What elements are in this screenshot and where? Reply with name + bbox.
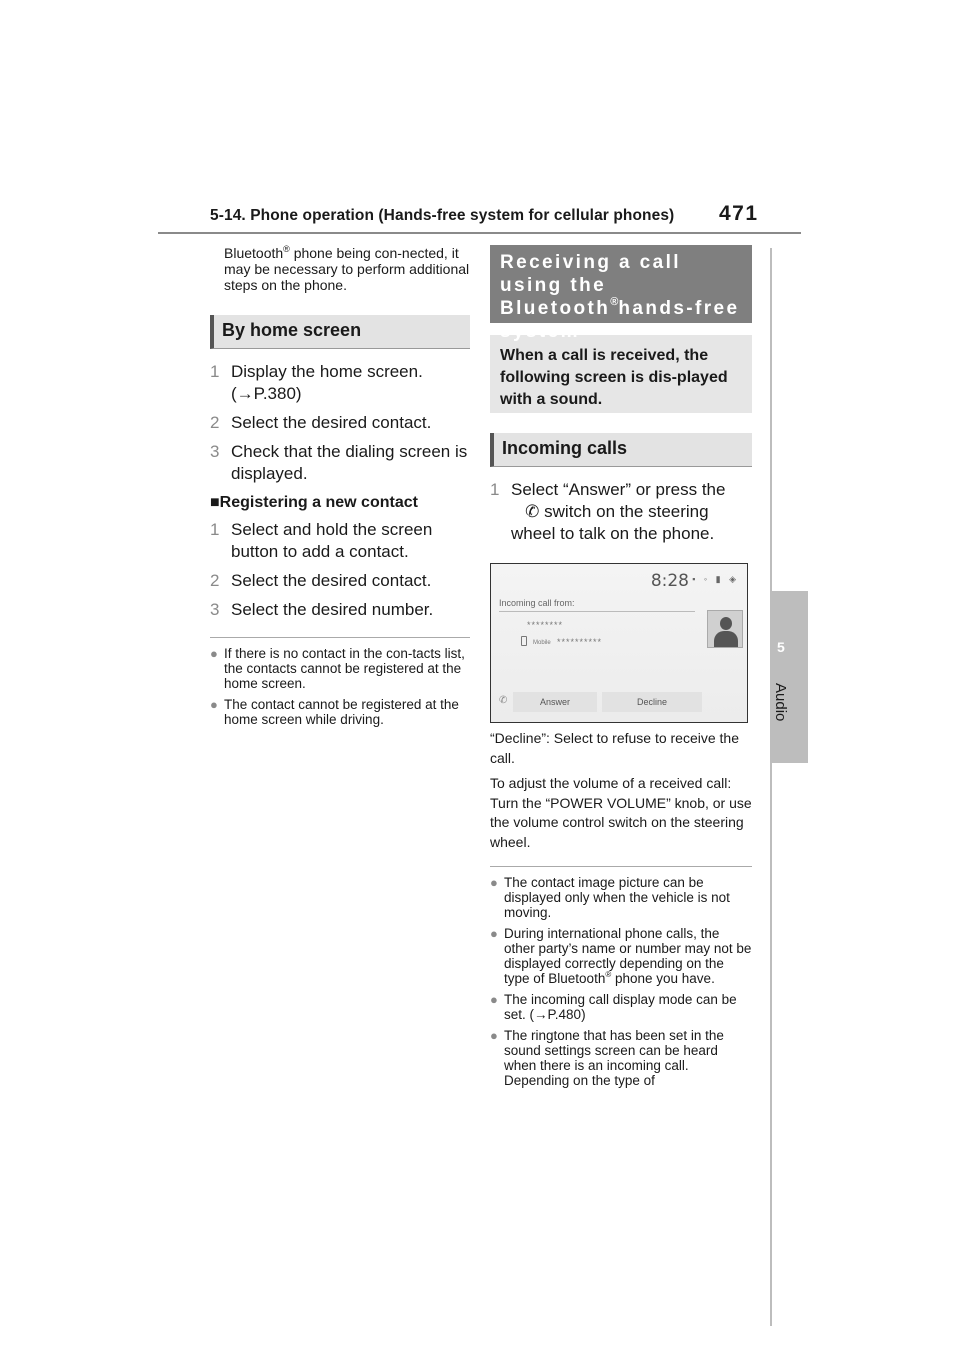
note-item: ● The ringtone that has been set in the sound settings screen can be heard when there is an incoming call. Depending on the type of [490, 1028, 724, 1088]
section-title: 5-14. Phone operation (Hands-free system for cellular phones) [210, 207, 675, 224]
note-item: ● The contact image picture can be displayed only when the vehicle is not moving. [490, 875, 730, 920]
step: 2 Select the desired contact. [210, 413, 432, 432]
decline-button[interactable]: Decline [602, 692, 702, 712]
chapter-tab [770, 591, 808, 763]
note-item: ● The incoming call display mode can be set. (→P.480) [490, 992, 737, 1022]
volume-description: To adjust the volume of a received call: Turn the “POWER VOLUME” knob, or use the volume control switch on the steering wheel. [490, 775, 752, 850]
left-column [210, 245, 470, 733]
mobile-label: Mobile [533, 640, 551, 646]
page-number: 471 [719, 202, 759, 225]
right-column [490, 245, 752, 1094]
screen-divider [499, 611, 695, 612]
circle-bullet-icon: ● [210, 646, 218, 661]
page-ref-link[interactable]: P.380 [253, 384, 296, 403]
home-screen-steps [210, 361, 470, 485]
chapter-number: 5 [777, 639, 785, 655]
notes-divider [210, 637, 470, 638]
square-bullet-icon: ■ [210, 494, 220, 511]
square-heading: ■Registering a new contact [210, 494, 418, 511]
arrow-right-icon: → [236, 384, 254, 403]
caller-number-masked: ********** [557, 637, 603, 647]
step: 3 Check that the dialing screen is displayed. [210, 442, 468, 483]
note-item: ● If there is no contact in the con-tacts list, the contacts cannot be registered at the home screen. [210, 646, 465, 691]
mobile-phone-icon [521, 636, 527, 646]
section-banner: Receiving a call using the Bluetooth®hands-free system [490, 245, 752, 323]
subhead-incoming-calls: Incoming calls [490, 433, 752, 467]
circle-bullet-icon: ● [490, 875, 498, 890]
notes-divider [490, 866, 752, 867]
circle-bullet-icon: ● [490, 1028, 498, 1043]
incoming-label: Incoming call from: [499, 598, 575, 608]
step: 2 Select the desired contact. [210, 571, 432, 590]
info-box: When a call is received, the following screen is dis-played with a sound. [490, 335, 752, 413]
status-icons: ▪ ◦ ▮ ◈ [692, 574, 739, 584]
circle-bullet-icon: ● [490, 992, 498, 1007]
arrow-right-icon: → [534, 1007, 548, 1022]
chapter-label: Audio [772, 683, 789, 722]
circle-bullet-icon: ● [490, 926, 498, 941]
incoming-call-screenshot [490, 563, 748, 723]
intro-paragraph: Bluetooth® phone being con-nected, it may be necessary to perform additional steps on the phone. [224, 244, 470, 293]
incoming-steps [490, 479, 752, 545]
subhead-by-home-screen: By home screen [210, 315, 470, 349]
phone-handset-icon: ✆ [525, 502, 540, 521]
step: 1 Select and hold the screen button to add a contact. [210, 520, 433, 561]
page-ref-link[interactable]: P.480 [547, 1007, 582, 1022]
caller-name-masked: ******** [527, 620, 564, 630]
header-divider [158, 232, 801, 234]
circle-bullet-icon: ● [210, 697, 218, 712]
step: 1 Select “Answer” or press the ✆ switch on the steering wheel to talk on the phone. [490, 480, 726, 543]
contact-avatar-icon [707, 610, 743, 648]
decline-description: “Decline”: Select to refuse to receive the call. [490, 730, 740, 766]
register-contact-steps [210, 519, 470, 621]
note-item: ● During international phone calls, the other party’s name or number may not be displayed correctly depending on the type of Bluetooth® phone you have. [490, 926, 752, 986]
side-margin-line [770, 248, 772, 1326]
step: 3 Select the desired number. [210, 600, 434, 619]
note-item: ● The contact cannot be registered at the home screen while driving. [210, 697, 459, 727]
phone-icon: ✆ [499, 695, 508, 706]
clock-readout: 8:28 [650, 571, 689, 591]
step: 1 Display the home screen. (→P.380) [210, 362, 423, 403]
answer-button[interactable]: Answer [513, 692, 597, 712]
